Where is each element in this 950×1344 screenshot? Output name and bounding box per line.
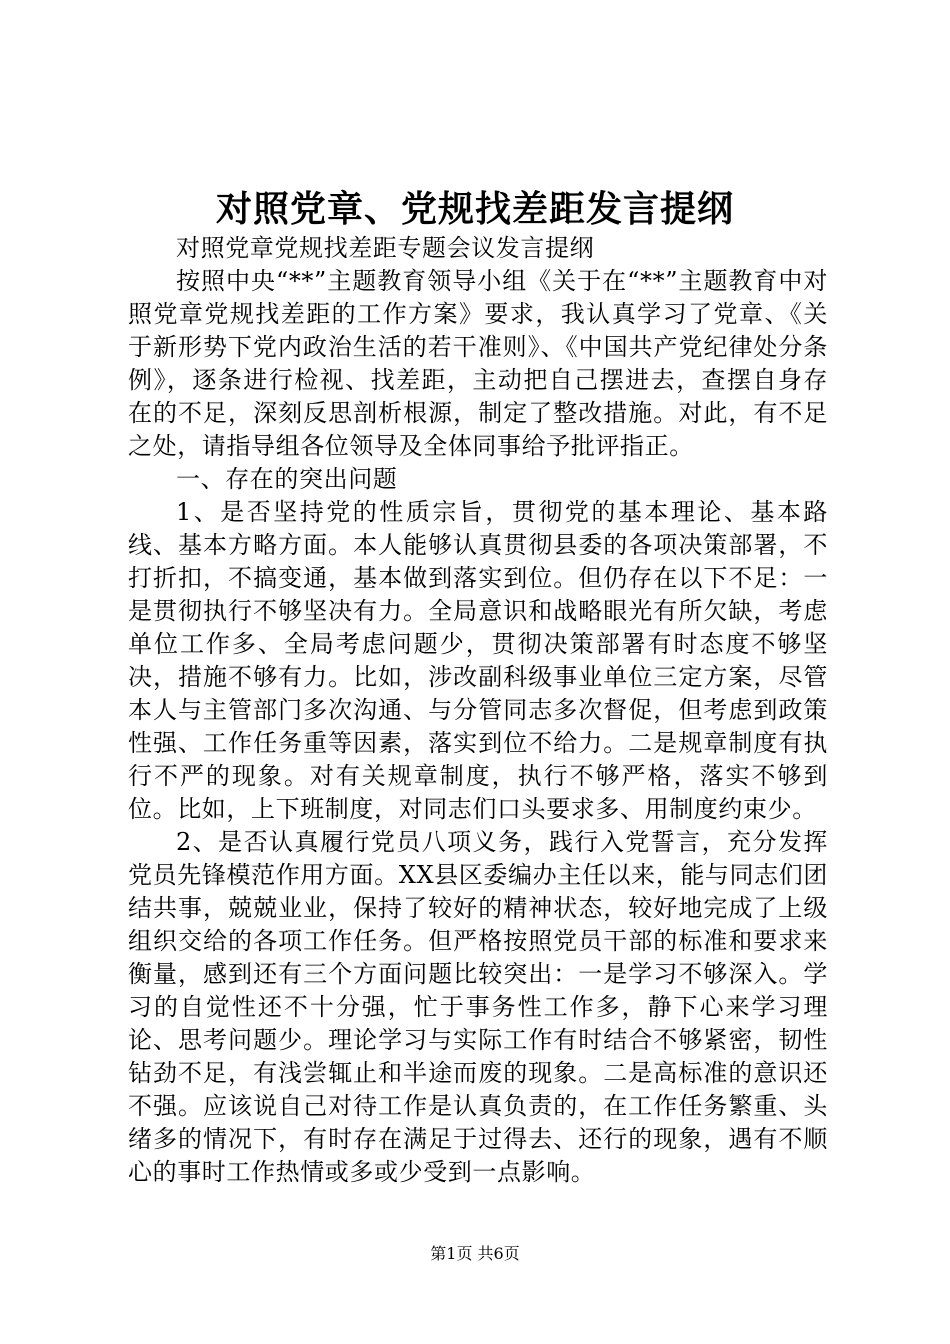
paragraph-intro: 按照中央“**”主题教育领导小组《关于在“**”主题教育中对照党章党规找差距的工作方案》要求，我认真学习了党章、《关于新形势下党内政治生活的若干准则》、《中国共产党纪律处分条例》，逐条进行检视、找差距，主动把自己摆进去，查摆自身存在的不足，深刻反思剖析根源，制定了整改措施。对此，有不足之处，请指导组各位领导及全体同事给予批评指正。 [128,267,828,460]
paragraph-item-1: 1、是否坚持党的性质宗旨，贯彻党的基本理论、基本路线、基本方略方面。本人能够认真贯彻县委的各项决策部署，不打折扣，不搞变通，基本做到落实到位。但仍存在以下不足：一是贯彻执行不够坚决有力。全局意识和战略眼光有所欠缺，考虑单位工作多、全局考虑问题少，贯彻决策部署有时态度不够坚决，措施不够有力。比如，涉改副科级事业单位三定方案，尽管本人与主管部门多次沟通、与分管同志多次督促，但考虑到政策性强、工作任务重等因素，落实到位不给力。二是规章制度有执行不严的现象。对有关规章制度，执行不够严格，落实不够到位。比如，上下班制度，对同志们口头要求多、用制度约束少。 [128,498,828,823]
page-title: 对照党章、党规找差距发言提纲 [215,188,734,230]
paragraph-subtitle: 对照党章党规找差距专题会议发言提纲 [176,234,595,262]
paragraph-item-2: 2、是否认真履行党员八项义务，践行入党誓言，充分发挥党员先锋模范作用方面。XX县区委编办主任以来，能与同志们团结共事，兢兢业业，保持了较好的精神状态，较好地完成了上级组织交给的各项工作任务。但严格按照党员干部的标准和要求来衡量，感到还有三个方面问题比较突出：一是学习不够深入。学习的自觉性还不十分强，忙于事务性工作多，静下心来学习理论、思考问题少。理论学习与实际工作有时结合不够紧密，韧性钻劲不足，有浅尝辄止和半途而废的现象。二是高标准的意识还不强。应该说自己对待工作是认真负责的，在工作任务繁重、头绪多的情况下，有时存在满足于过得去、还行的现象，遇有不顺心的事时工作热情或多或少受到一点影响。 [128,828,828,1186]
section-heading: 一、存在的突出问题 [176,465,398,493]
document-body [128,232,828,1189]
page-footer: 第1页 共6页 [430,1244,520,1263]
